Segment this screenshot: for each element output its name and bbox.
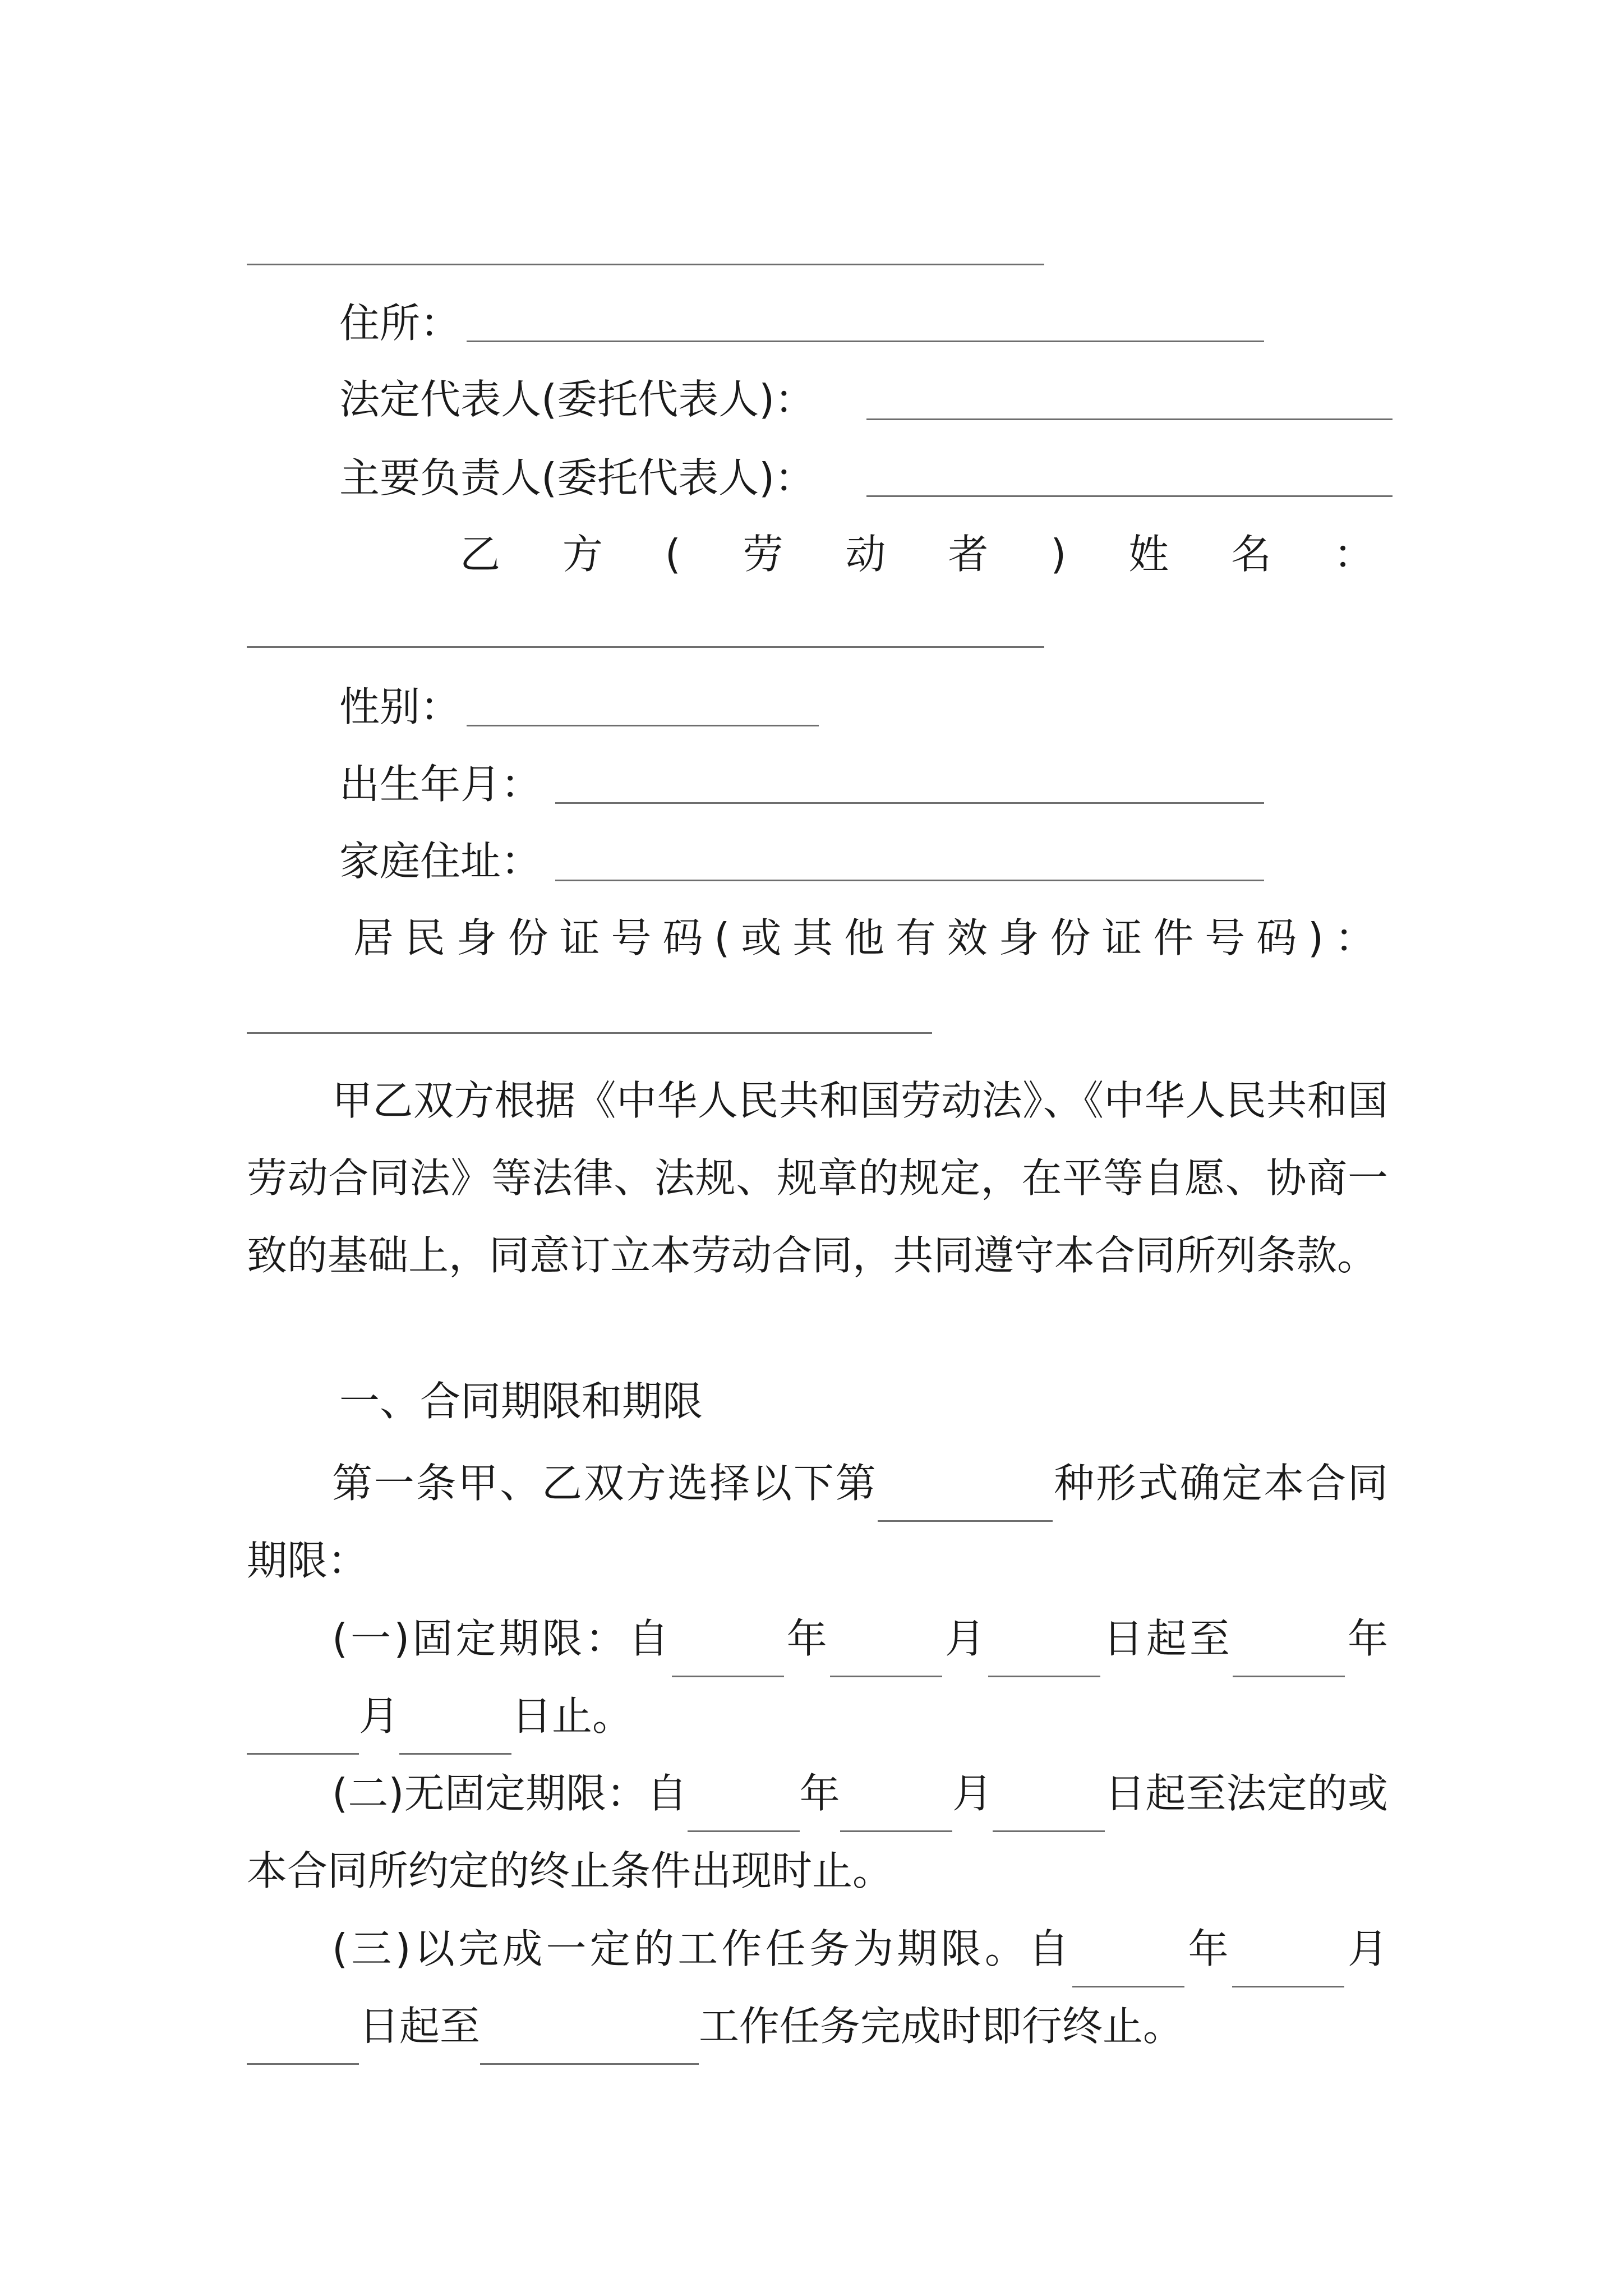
address-blank[interactable] xyxy=(467,341,1264,342)
address-label: 住所： xyxy=(339,300,461,347)
section-heading: 一、合同期限和期限 xyxy=(339,1378,703,1425)
task-blank[interactable] xyxy=(480,2021,699,2065)
id-number-label: 居 民 身 份 证 号 码 ( 或 其 他 有 效 身 份 证 件 号 码 ) ： xyxy=(353,914,1375,961)
start-year-blank[interactable] xyxy=(688,1788,800,1832)
option-fixed-term: (一)固定期限：自 年 月 日起至 年月 日止。 xyxy=(247,1600,1388,1755)
home-address-label: 家庭住址： xyxy=(339,838,542,885)
start-day-blank[interactable] xyxy=(993,1788,1105,1832)
start-month-blank[interactable] xyxy=(1232,1943,1344,1987)
birth-blank[interactable] xyxy=(555,802,1264,804)
birth-label: 出生年月： xyxy=(339,761,542,808)
preamble-paragraph: 甲乙双方根据《中华人民共和国劳动法》、《中华人民共和国劳动合同法》等法律、法规、规章的规定，在平等自愿、协商一致的基础上，同意订立本劳动合同，共同遵守本合同所列条款。 xyxy=(247,1077,1388,1279)
start-day-blank[interactable] xyxy=(988,1633,1100,1677)
option-task-based: (三)以完成一定的工作任务为期限。自 年 月日起至 工作任务完成时即行终止。 xyxy=(247,1910,1388,2065)
party-b-name-label: 乙 方 ( 劳 动 者 ) 姓 名 ： xyxy=(460,531,1374,578)
form-number-blank[interactable] xyxy=(878,1478,1053,1522)
gender-label: 性别： xyxy=(339,683,461,730)
principal-row xyxy=(339,450,815,506)
option-open-ended: (二)无固定期限：自 年 月 日起至法定的或本合同所约定的终止条件出现时止。 xyxy=(247,1770,1388,1894)
legal-rep-row xyxy=(339,371,815,427)
birth-row xyxy=(339,756,541,812)
start-year-blank[interactable] xyxy=(672,1633,784,1677)
party-b-name-blank[interactable] xyxy=(247,646,1044,648)
home-address-blank[interactable] xyxy=(555,880,1264,881)
start-year-blank[interactable] xyxy=(1072,1943,1184,1987)
home-address-row xyxy=(339,833,541,889)
principal-label: 主要负责人(委托代表人)： xyxy=(339,454,815,501)
blank-line[interactable] xyxy=(247,264,1044,265)
end-month-blank[interactable] xyxy=(247,1710,359,1755)
legal-rep-blank[interactable] xyxy=(866,418,1393,420)
start-month-blank[interactable] xyxy=(840,1788,952,1832)
legal-rep-label: 法定代表人(委托代表人)： xyxy=(339,376,815,423)
address-row xyxy=(339,295,460,351)
article-1: 第一条甲、乙双方选择以下第 种形式确定本合同期限： xyxy=(247,1460,1388,1584)
principal-blank[interactable] xyxy=(866,495,1393,497)
start-month-blank[interactable] xyxy=(830,1633,942,1677)
gender-row xyxy=(339,679,460,735)
id-number-blank[interactable] xyxy=(247,1032,932,1034)
end-day-blank[interactable] xyxy=(399,1710,511,1755)
start-day-blank[interactable] xyxy=(247,2021,359,2065)
gender-blank[interactable] xyxy=(467,725,819,726)
end-year-blank[interactable] xyxy=(1233,1633,1345,1677)
